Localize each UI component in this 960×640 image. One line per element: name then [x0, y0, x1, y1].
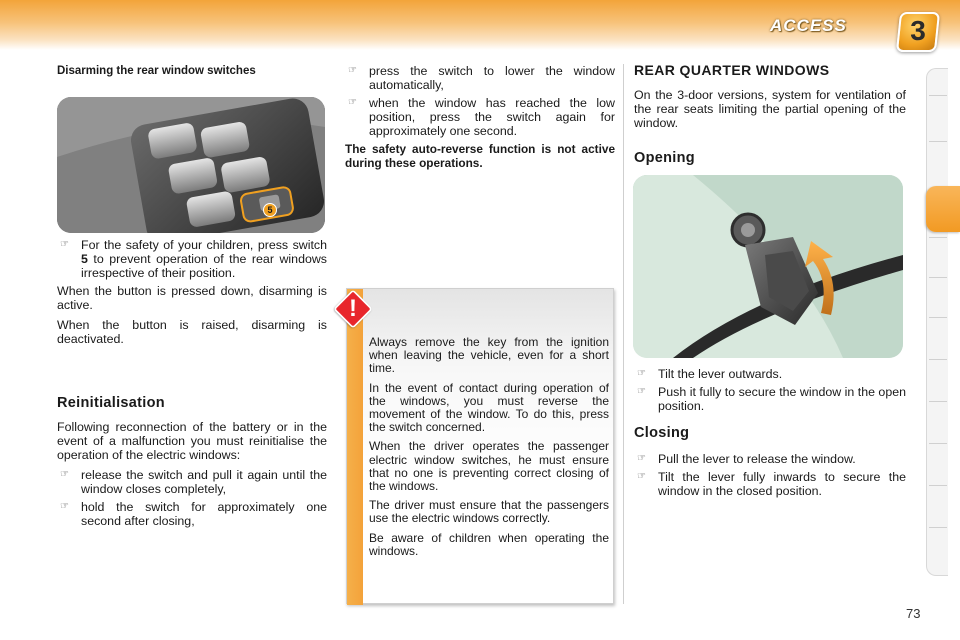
- paragraph: When the button is raised, disarming is deactivated.: [57, 318, 327, 346]
- paragraph: When the button is pressed down, disarming is active.: [57, 284, 327, 312]
- switch-panel-illustration: [57, 97, 325, 233]
- list-item: ☞ release the switch and pull it again until the window closes completely,: [60, 468, 327, 496]
- tab-divider: [929, 237, 947, 238]
- switch-5-callout: 5: [263, 203, 277, 217]
- tab-divider: [929, 141, 947, 142]
- pointing-hand-icon: ☞: [637, 368, 646, 379]
- column-divider: [623, 64, 624, 604]
- pointing-hand-icon: ☞: [348, 97, 357, 108]
- section-title: ACCESS: [770, 16, 847, 35]
- reinitialisation-heading: Reinitialisation: [57, 395, 165, 411]
- paragraph: Be aware of children when operating the windows.: [369, 530, 609, 558]
- opening-steps: [634, 367, 906, 417]
- opening-heading: Opening: [634, 150, 695, 166]
- auto-reverse-note: The safety auto-reverse function is not active during these operations.: [345, 142, 615, 170]
- pointing-hand-icon: ☞: [637, 471, 646, 482]
- chapter-number: 3: [910, 15, 926, 46]
- tab-divider: [929, 95, 947, 96]
- closing-steps: [634, 452, 906, 502]
- tab-divider: [929, 443, 947, 444]
- pointing-hand-icon: ☞: [637, 453, 646, 464]
- list-item: ☞ hold the switch for approximately one second after closing,: [60, 500, 327, 528]
- middle-text: [345, 64, 615, 176]
- pointing-hand-icon: ☞: [60, 469, 69, 480]
- list-item: ☞ Tilt the lever fully inwards to secure the window in the closed position.: [637, 470, 906, 498]
- tab-divider: [929, 359, 947, 360]
- paragraph: On the 3-door versions, system for ventilation of the rear seats limiting the partial opening of the window.: [634, 88, 906, 130]
- paragraph: The driver must ensure that the passengers use the electric windows correctly.: [369, 498, 609, 526]
- chapter-tab-strip: [926, 68, 948, 576]
- reinitialisation-text: [57, 420, 327, 532]
- rear-quarter-intro: [634, 88, 906, 136]
- pointing-hand-icon: ☞: [60, 239, 69, 250]
- rear-window-lever-photo: [633, 175, 903, 358]
- disarming-heading: Disarming the rear window switches: [57, 65, 256, 77]
- warning-accent-bar: [347, 289, 363, 605]
- disarming-text: [57, 238, 327, 352]
- chapter-tab-active[interactable]: [926, 186, 960, 232]
- paragraph: Always remove the key from the ignition when leaving the vehicle, even for a short time.: [369, 335, 609, 376]
- list-item: ☞ Tilt the lever outwards.: [637, 367, 783, 381]
- closing-heading: Closing: [634, 425, 690, 441]
- paragraph: In the event of contact during operation of the windows, you must reverse the movement of the window. To do this, press the switch concerned.: [369, 380, 609, 435]
- list-item: ☞ For the safety of your children, press switch 5 to prevent operation of the rear windows irrespective of their position.: [60, 238, 327, 280]
- list-item: ☞ Push it fully to secure the window in the open position.: [637, 385, 906, 413]
- tab-divider: [929, 527, 947, 528]
- window-switch-photo: [57, 97, 325, 233]
- list-item: ☞ Pull the lever to release the window.: [637, 452, 856, 466]
- chapter-badge: [896, 12, 940, 52]
- pointing-hand-icon: ☞: [637, 386, 646, 397]
- pointing-hand-icon: ☞: [348, 65, 357, 76]
- paragraph: When the driver operates the passenger electric window switches, he must ensure that no one is preventing correct closing of the windows.: [369, 439, 609, 494]
- pointing-hand-icon: ☞: [60, 501, 69, 512]
- tab-divider: [929, 317, 947, 318]
- list-item: ☞ press the switch to lower the window automatically,: [348, 64, 615, 92]
- warning-icon-glyph: !: [349, 295, 357, 322]
- list-item: ☞ when the window has reached the low position, press the switch again for approximately one second.: [348, 96, 615, 138]
- tab-divider: [929, 277, 947, 278]
- paragraph: Following reconnection of the battery or in the event of a malfunction you must reinitialise the operation of the electric windows:: [57, 420, 327, 462]
- warning-text: [369, 336, 609, 564]
- tab-divider: [929, 401, 947, 402]
- rear-quarter-windows-heading: REAR QUARTER WINDOWS: [634, 62, 830, 78]
- tab-divider: [929, 485, 947, 486]
- lever-illustration: [633, 175, 903, 358]
- page-number: 73: [906, 606, 921, 621]
